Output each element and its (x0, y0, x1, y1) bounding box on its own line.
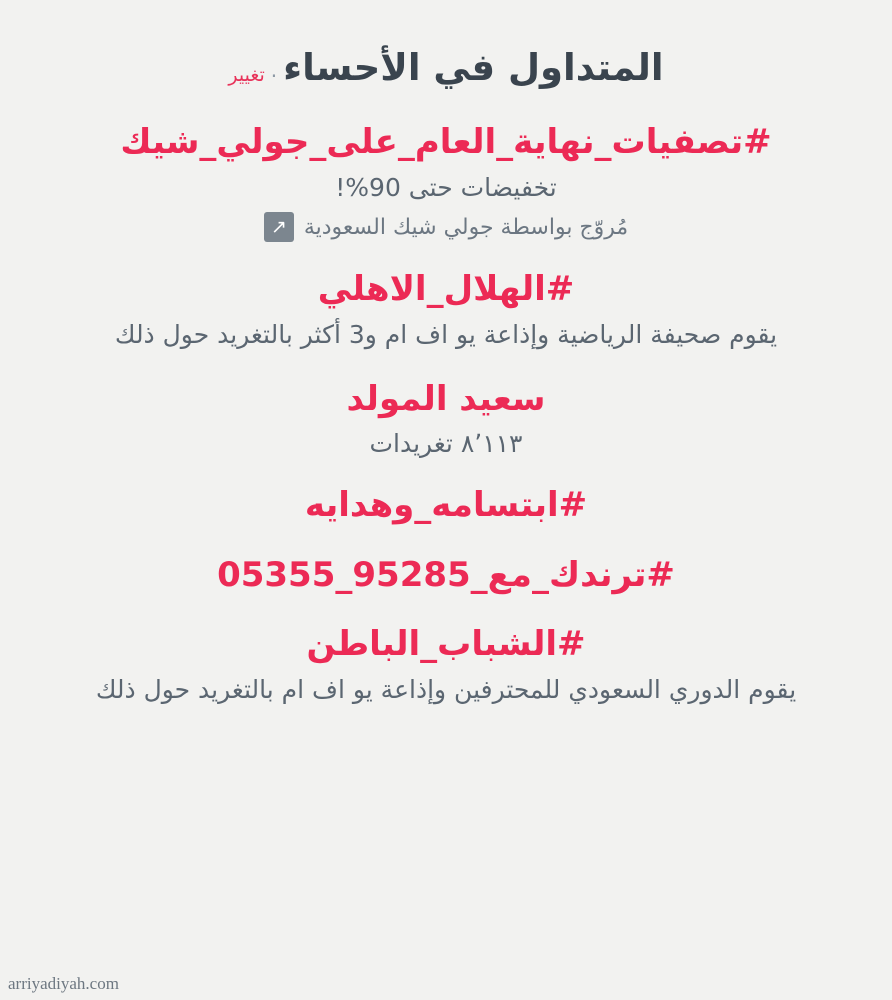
trend-item[interactable] (44, 554, 848, 598)
trend-item[interactable] (44, 484, 848, 528)
tweet-count: ٨٬١١٣ تغريدات (369, 429, 523, 459)
change-location-link[interactable]: تغيير (228, 64, 265, 87)
trend-item[interactable] (44, 378, 848, 459)
trend-name[interactable]: #الشباب_الباطن (306, 624, 586, 665)
trend-name[interactable]: #الهلال_الاهلي (317, 269, 575, 310)
promoted-row (44, 212, 848, 242)
trend-subtitle: يقوم الدوري السعودي للمحترفين وإذاعة يو اف ام بالتغريد حول ذلك (95, 674, 797, 704)
watermark: arriyadiyah.com (8, 974, 119, 993)
trend-name[interactable]: #تصفيات_نهاية_العام_على_جولي_شيك (120, 122, 772, 163)
trend-name[interactable]: #ابتسامه_وهدايه (304, 485, 588, 526)
promoted-label: مُروّج بواسطة جولي شيك السعودية (303, 214, 629, 240)
page-title: المتداول في الأحساء (283, 46, 664, 89)
trend-item[interactable] (44, 623, 848, 706)
trend-item[interactable] (44, 268, 848, 351)
trend-item[interactable] (44, 120, 848, 242)
trend-subtitle: يقوم صحيفة الرياضية وإذاعة يو اف ام و3 أكثر بالتغريد حول ذلك (114, 319, 778, 349)
trend-name[interactable]: سعيد المولد (346, 378, 546, 419)
arrow-up-right-icon: ↗ (264, 212, 294, 242)
trend-subtitle: تخفيضات حتى 90%! (335, 172, 557, 202)
trends-header (44, 0, 848, 90)
header-separator: · (270, 63, 278, 88)
trend-name[interactable]: #ترندك_مع_95285_05355 (217, 554, 675, 595)
